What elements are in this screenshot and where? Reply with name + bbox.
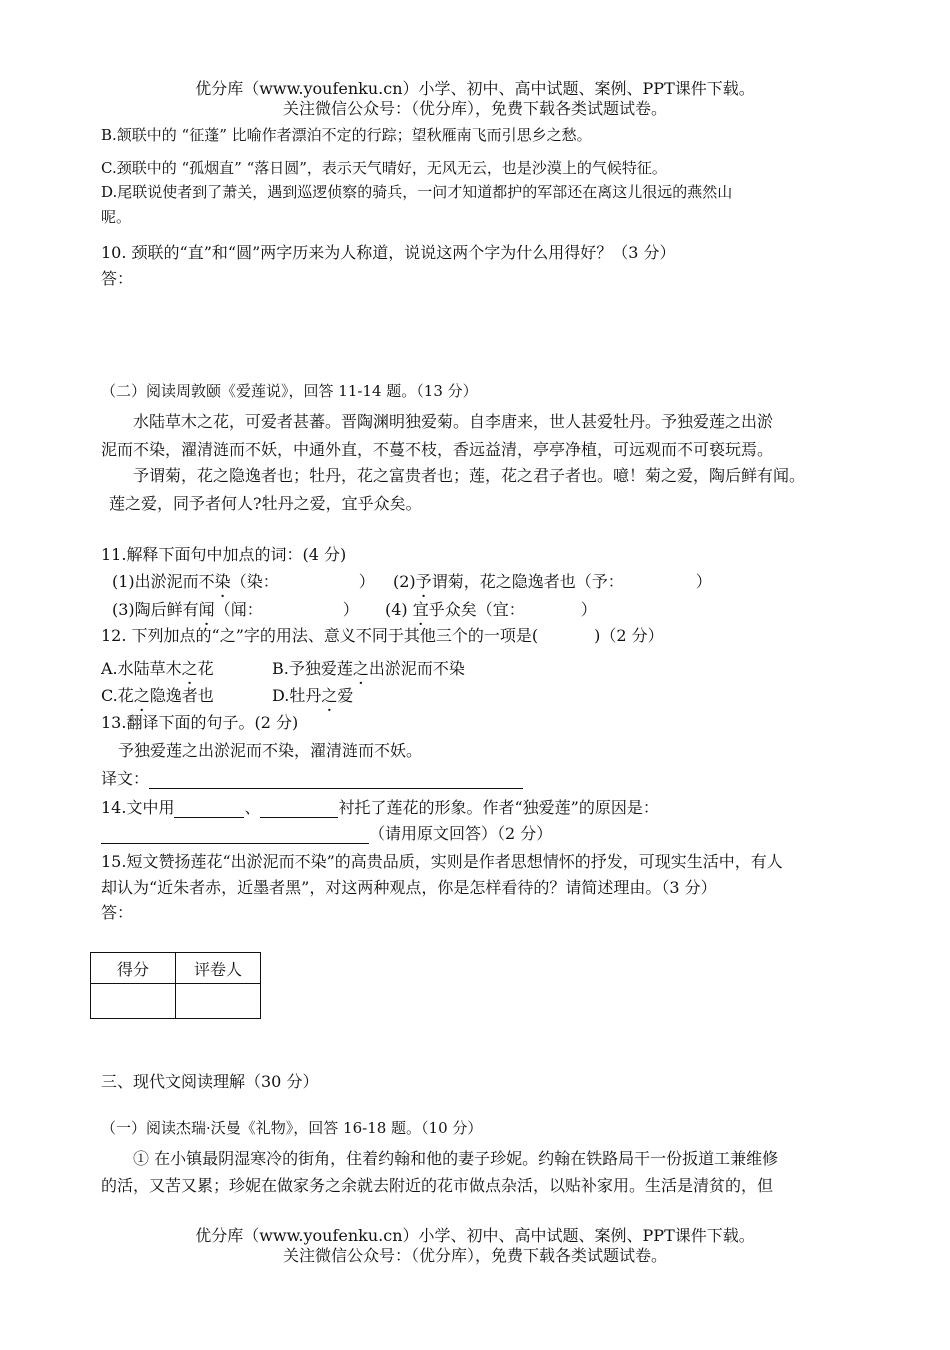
q13-translation-blank[interactable] (149, 772, 523, 789)
q12-question: 12. 下列加点的“之”字的用法、意义不同于其他三个的一项是( )（2 分） (101, 626, 664, 645)
q13-translation: 译文： (101, 766, 523, 789)
q11-item4: (4) 宜乎众矣（宜： ） (385, 597, 597, 620)
page-footer-line2: 关注微信公众号：（优分库），免费下载各类试题试卷。 (282, 1246, 667, 1265)
section2-para1-line2: 泥而不染，濯清涟而不妖，中通外直，不蔓不枝，香远益清，亭亭净植，可远观而不可亵玩焉。 (101, 440, 774, 459)
q11-item1-dotted-word: 染 (214, 572, 231, 591)
q12-option-c: C.花之隐逸者也 (101, 683, 214, 706)
q13-sentence: 予独爱莲之出淤泥而不染，濯清涟而不妖。 (118, 741, 423, 760)
q11-item1: (1)出淤泥而不染（染： ） (112, 569, 375, 592)
q15-answer-label: 答： (101, 903, 134, 922)
grader-header: 评卷人 (176, 953, 261, 984)
q9-option-c: C.颈联中的 “孤烟直” “落日圆”，表示天气晴好，无风无云，也是沙漠上的气候特征。 (101, 159, 667, 177)
q11-item3: (3)陶后鲜有闻（闻： ） (112, 597, 359, 620)
q15-line2: 却认为“近朱者赤，近墨者黑”，对这两种观点，你是怎样看待的？请简述理由。（3 分） (101, 878, 717, 897)
page-footer-line1: 优分库（www.youfenku.cn）小学、初中、高中试题、案例、PPT课件下载。 (195, 1226, 755, 1245)
q10-answer-label: 答： (101, 269, 134, 288)
q12-option-d-zhi: 之 (321, 686, 338, 705)
section3-para1-line2: 的活，又苦又累；珍妮在做家务之余就去附近的花市做点杂活，以贴补家用。生活是清贫的，但 (101, 1176, 774, 1195)
q9-option-d-line1: D.尾联说使者到了萧关，遇到巡逻侦察的骑兵，一问才知道都护的军部还在离这儿很远的燕然山 (101, 183, 733, 201)
section3-para1-line1: ① 在小镇最阴湿寒冷的街角，住着约翰和他的妻子珍妮。约翰在铁路局干一份扳道工兼维修 (133, 1149, 779, 1168)
score-header: 得分 (91, 953, 176, 984)
q14-blank-1[interactable] (174, 801, 244, 818)
q11-item2: (2)予谓菊，花之隐逸者也（予： ） (393, 569, 712, 592)
q15-line1: 15.短文赞扬莲花“出淤泥而不染”的高贵品质，实则是作者思想情怀的抒发，可现实生活中，有人 (101, 852, 783, 871)
q12-option-b-zhi: 之 (352, 659, 369, 678)
section2-para2-line2: 莲之爱，同予者何人?牡丹之爱，宜乎众矣。 (109, 494, 422, 513)
q12-option-a-zhi: 之 (181, 659, 198, 678)
page-header-line2: 关注微信公众号：（优分库），免费下载各类试题试卷。 (282, 99, 667, 118)
section2-para1-line1: 水陆草木之花，可爱者甚蕃。晋陶渊明独爱菊。自李唐来，世人甚爱牡丹。予独爱莲之出淤 (133, 412, 774, 431)
grader-cell[interactable] (176, 984, 261, 1019)
section3-title: 三、现代文阅读理解（30 分） (101, 1072, 319, 1091)
q14-reason-blank[interactable] (101, 827, 369, 844)
section3-intro: （一）阅读杰瑞·沃曼《礼物》，回答 16-18 题。（10 分） (101, 1119, 483, 1137)
q9-option-b: B.颔联中的 “征蓬” 比喻作者漂泊不定的行踪；望秋雁南飞而引思乡之愁。 (101, 126, 592, 144)
page-header-line1: 优分库（www.youfenku.cn）小学、初中、高中试题、案例、PPT课件下载。 (195, 79, 755, 98)
q12-option-a: A.水陆草木之花 (101, 656, 214, 679)
q14-reason: （请用原文回答）（2 分） (101, 821, 552, 844)
q12-option-b: B.予独爱莲之出淤泥而不染 (272, 656, 465, 679)
q10-question: 10. 颈联的“直”和“圆”两字历来为人称道，说说这两个字为什么用得好？（3 分） (101, 243, 676, 262)
q13-question: 13.翻译下面的句子。(2 分) (101, 713, 299, 732)
section2-para2-line1: 予谓菊，花之隐逸者也；牡丹，花之富贵者也；莲，花之君子者也。噫！菊之爱，陶后鲜有闻。 (133, 466, 806, 485)
q14-question: 14.文中用 、 衬托了莲花的形象。作者“独爱莲”的原因是： (101, 798, 659, 817)
q11-item3-dotted-word: 闻 (198, 600, 215, 619)
q9-option-d-line2: 呢。 (101, 208, 132, 226)
q11-item4-dotted-word: 宜 (412, 600, 429, 619)
q11-question: 11.解释下面句中加点的词：(4 分) (101, 545, 347, 564)
score-table (90, 952, 261, 1019)
q12-option-c-zhi: 之 (133, 686, 150, 705)
q12-option-d: D.牡丹之爱 (272, 683, 353, 706)
q14-blank-2[interactable] (260, 801, 338, 818)
section2-intro: （二）阅读周敦颐《爱莲说》，回答 11-14 题。（13 分） (101, 382, 478, 400)
score-cell[interactable] (91, 984, 176, 1019)
q11-item2-dotted-word: 予 (415, 572, 432, 591)
